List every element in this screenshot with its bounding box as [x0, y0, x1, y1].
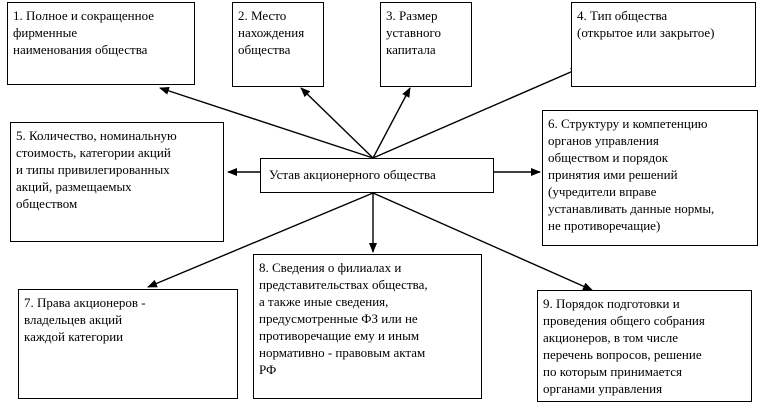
box-7-shareholder-rights [18, 289, 238, 399]
box-2-text: 2. Место нахождения общества [238, 8, 305, 57]
arrow-to-box-3 [373, 88, 410, 158]
box-4-company-type [571, 2, 756, 87]
box-6-text: 6. Структуру и компетенцию органов управления обществом и порядок принятия ими решений (учредители вправе устанавливать данные нормы, не противоречащие) [548, 116, 715, 233]
center-box-charter [260, 158, 494, 193]
box-7-text: 7. Права акционеров - владельцев акций каждой категории [24, 295, 146, 344]
box-9-text: 9. Порядок подготовки и проведения общего собрания акционеров, в том числе перечень вопросов, решение по которым принимается органами управления [543, 296, 705, 396]
box-1-company-names [7, 2, 195, 85]
box-4-text: 4. Тип общества (открытое или закрытое) [577, 8, 715, 40]
box-1-text: 1. Полное и сокращенное фирменные наименования общества [13, 8, 155, 57]
box-5-text: 5. Количество, номинальную стоимость, категории акций и типы привилегированных акций, размещаемых обществом [16, 128, 177, 211]
box-3-text: 3. Размер уставного капитала [386, 8, 441, 57]
box-8-text: 8. Сведения о филиалах и представительствах общества, а также иные сведения, предусмотренные ФЗ или не противоречащие ему и иным нормативно - правовым актам РФ [259, 260, 428, 377]
center-label: Устав акционерного общества [269, 167, 436, 182]
box-9-general-meeting [537, 290, 752, 402]
box-3-charter-capital [380, 2, 472, 87]
box-5-shares [10, 122, 224, 242]
box-8-branches [253, 254, 482, 399]
box-6-governance [542, 110, 758, 246]
arrow-to-box-2 [301, 88, 373, 158]
box-2-location [232, 2, 324, 87]
